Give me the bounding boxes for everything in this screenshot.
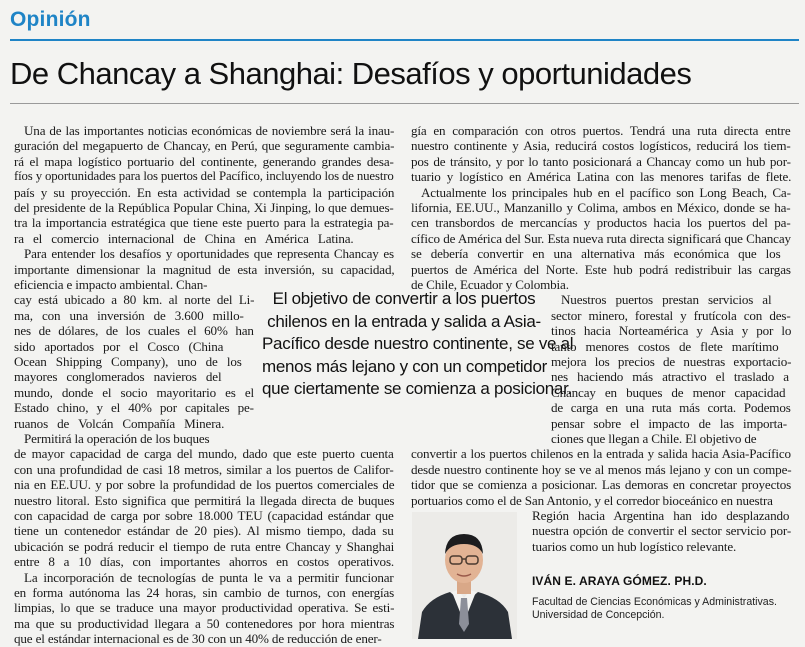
body-text-line: ma que su productividad llegara a 50 contenedores por hora mientras (14, 615, 395, 631)
body-text-line: nuestro litoral. Esto significa que permitirá la llegada directa de buques (14, 492, 395, 508)
body-text-line: se debería convertir en una alternativa más económica que los (411, 246, 781, 262)
body-text-line: de carga en una ruta más corta. Podemos (551, 400, 791, 416)
body-text-line: Estado chino, y el 40% por capitales pe- (14, 400, 254, 416)
body-text-line: Ocean Shipping Company), uno de los (14, 354, 242, 369)
body-text-line: nia en EE.UU. y por sobre la profundidad de los puertos comerciales de (14, 477, 395, 493)
body-text-line: que el estándar internacional es de 30 con un 40% de reducción de ener- (14, 631, 382, 647)
section-rule (10, 39, 799, 41)
body-text-line: desde nuestro continente hoy se ve al menos más lejano y con un compe- (411, 461, 792, 477)
body-text-line: guración del megapuerto de Chancay, en Perú, que seguramente cambia- (14, 138, 395, 154)
body-text-line: gía en comparación con otros puertos. Tendrá una ruta directa entre (411, 123, 791, 138)
pull-quote-line: Pacífico desde nuestro continente, se ve al (262, 334, 574, 354)
body-text-line: lifornia, EE.UU., Manzanillo y Colima, ambos en México, donde se ha- (411, 200, 791, 215)
body-text-line: entre 8 a 10 días, con importantes ahorros en costos operativos. (14, 554, 395, 570)
body-text-line: convertir a los puertos chilenos en la entrada y salida hacia Asia-Pacífico (411, 446, 791, 462)
author-byline (532, 574, 777, 622)
body-text-line: ubicación se podrá reducir el tiempo de ruta entre Chancay y Shanghai (14, 538, 395, 554)
pull-quote-line: El objetivo de convertir a los puertos (272, 289, 536, 308)
body-text-line: sector minero, forestal y frutícola con des- (551, 307, 791, 323)
body-text-line: ruanos de Volcán Compañía Minera. (14, 415, 225, 431)
body-text-line: cay está ubicado a 80 km. al norte del Li- (14, 292, 255, 308)
author-affiliation-line: Universidad de Concepción. (532, 609, 665, 621)
body-text-line: del presidente de la República Popular China, Xi Jinping, lo que demues- (14, 200, 394, 215)
body-text-line: sido aportados por el Cosco (China (14, 338, 224, 354)
body-text-line: fíos y oportunidades para los puertos del Pacífico, incluyendo los de nuestro (14, 169, 394, 184)
body-text-line: país y su proyección. En esta actividad se contempla la participación (14, 184, 395, 200)
body-text-line: en forma autónoma las 24 horas, sin cambio de turnos, con energías (14, 585, 395, 600)
author-affiliation (532, 596, 777, 622)
body-text-line: limpias, lo que se traduce una mayor productividad operativa. Se esti- (14, 600, 395, 616)
body-text-line: nuestro continente y Asia, reducirá costos logísticos, reducirá los tiem- (411, 138, 791, 154)
body-text-line: mundo, donde el socio mayoritario es el (14, 384, 254, 400)
body-text-line: tuario y logístico en América Latina con las menores tarifas de flete. (411, 169, 792, 185)
body-text-line: eficiencia e impacto ambiental. Chan- (14, 277, 208, 292)
body-text-line: pensar sobre el impacto de las importa- (551, 415, 787, 431)
body-text-line: cífico de América del Sur. Esta nueva ruta directa significará que Chancay (411, 230, 791, 246)
pull-quote-line: menos más lejano y con un competidor (262, 356, 547, 376)
author-affiliation-line: Facultad de Ciencias Económicas y Administrativas. (532, 596, 777, 608)
pull-quote-line: chilenos en la entrada y salida a Asia- (267, 311, 541, 331)
body-text-line: tiene un contenedor estándar de 20 pies). Al mismo tiempo, dada su (14, 523, 394, 539)
body-text-line: tinos hacia Norteamérica y Asia y por lo (551, 323, 792, 339)
body-text-line: tra la importancia estratégica que tiene este puerto para la estrategia pa- (14, 215, 394, 231)
body-text-line: con una profundidad de casi 18 metros, similar a los puertos de Califor- (14, 461, 394, 477)
body-text-line: ciones que llegan a Chile. El objetivo de (551, 431, 757, 446)
body-text-line: portuarios como el de San Antonio, y el corredor bioceánico en nuestra (411, 492, 773, 508)
body-text-line: importante dimensionar la magnitud de esta inversión, su capacidad, (14, 261, 395, 277)
body-text-line: nes haciendo más atractivo el traslado a (551, 369, 789, 385)
pull-quote (262, 288, 574, 401)
body-text-line: Chancay en buques de menor capacidad (551, 384, 786, 400)
body-text-line: Permitirá la operación de los buques (24, 431, 210, 446)
article-headline: De Chancay a Shanghai: Desafíos y oportunidades (10, 56, 692, 91)
body-text-line: mayores conglomerados navieros del (14, 369, 222, 385)
body-text-line: mejora los precios de nuestras exportacio- (551, 354, 792, 369)
body-text-line: nuestra opción de convertir el sector servicio por- (532, 523, 792, 539)
body-text-line: Región hacia Argentina han ido desplazando (532, 508, 790, 523)
body-text-line: ma, con una inversión de 3.600 millo- (14, 307, 244, 323)
body-text-line: ra el comercio internacional de China en América Latina. (14, 230, 354, 246)
author-photo (412, 512, 517, 639)
body-text-line: Actualmente los principales hub en el pacífico son Long Beach, Ca- (421, 184, 791, 200)
body-text-line: nes de dólares, de los cuales el 60% han (14, 323, 254, 339)
body-text-line: con capacidad de carga por sobre 18.000 TEU (capacidad estándar que (14, 508, 394, 523)
body-text-line: de mayor capacidad de carga del mundo, dado que este puerto cuenta (14, 446, 394, 462)
body-text-line: tidor que se comienza a posicionar. Las demoras en concretar proyectos (411, 477, 792, 493)
body-text-line: tanto menores costos de flete marítimo (551, 338, 779, 354)
body-text-line: Para entender los desafíos y oportunidades que representa Chancay es (24, 246, 394, 262)
body-text-line: Nuestros puertos prestan servicios al (561, 292, 772, 308)
body-text-line: de Chile, Ecuador y Colombia. (411, 277, 569, 292)
body-text-line: pos de tránsito, y por lo tanto posicionará a Chancay como un hub por- (411, 153, 791, 169)
headline-rule (10, 103, 799, 104)
body-text-line: puertos de América del Norte. Este hub podrá redistribuir las cargas (411, 261, 791, 277)
body-text-line: rá el mapa logístico portuario del continente, generando grandes desa- (14, 153, 394, 169)
body-text-line: Una de las importantes noticias económicas de noviembre será la inau- (24, 123, 395, 138)
author-name: IVÁN E. ARAYA GÓMEZ. PH.D. (532, 574, 707, 588)
pull-quote-line: que ciertamente se comienza a posicionar. (262, 379, 572, 399)
section-label: Opinión (10, 8, 91, 31)
body-text-line: cen transbordos de mercancías y productos hacia los puertos del pa- (411, 215, 791, 231)
body-text-line: tuarios como un hub logístico relevante. (532, 538, 737, 554)
body-text-line: La incorporación de tecnologías de punta le va a permitir funcionar (24, 569, 394, 585)
